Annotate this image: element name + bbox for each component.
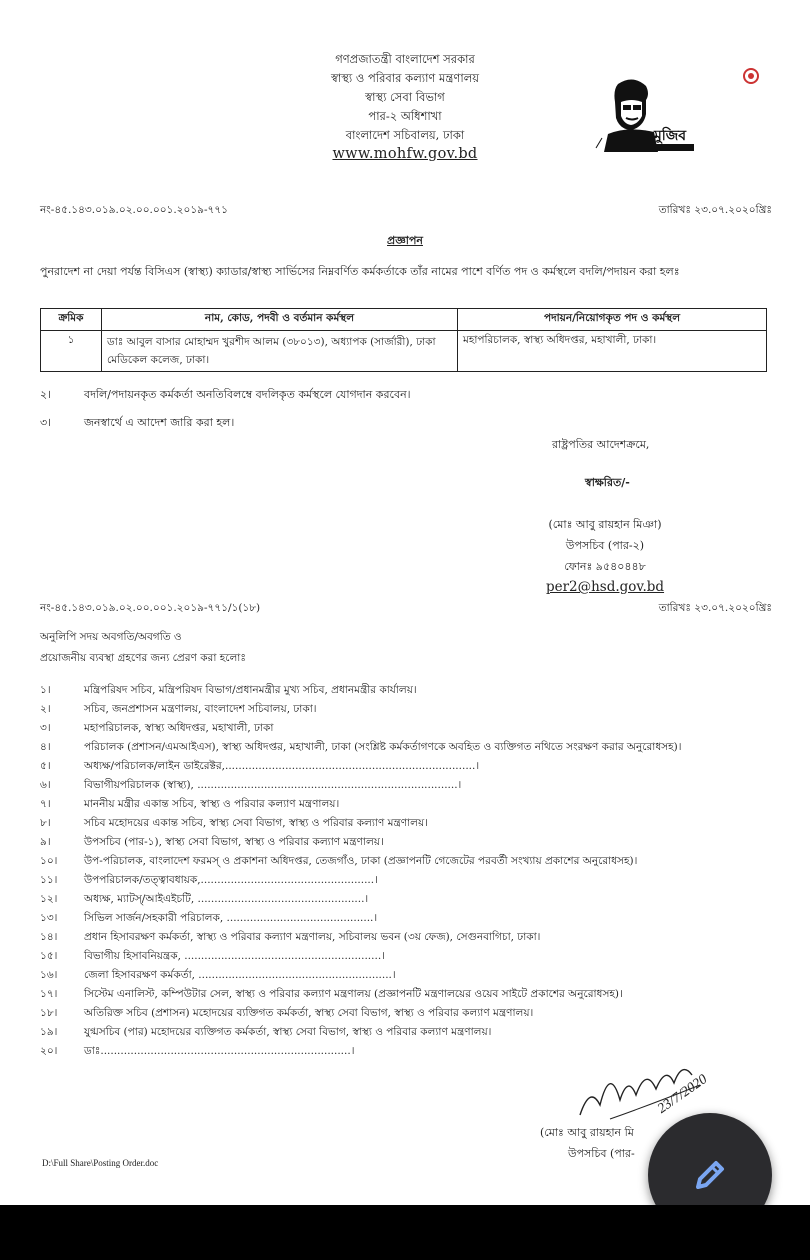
col-posting: পদায়ন/নিয়োগকৃত পদ ও কর্মস্থল <box>458 309 767 331</box>
para-3 <box>40 414 234 433</box>
list-item-text: পরিচালক (প্রশাসন/এমআইএস), স্বাস্থ্য অধিদপ্তর, মহাখালী, ঢাকা (সংশ্লিষ্ট কর্মকর্তাগণকে অবহিত ও ব্যক্তিগত নথিতে সংরক্ষণ করার অনুরোধসহ)। <box>84 741 682 753</box>
list-item-number: ৭। <box>40 798 51 810</box>
list-item <box>40 910 770 929</box>
notice-title: প্রজ্ঞাপন <box>387 234 423 247</box>
list-item <box>40 796 770 815</box>
memo-date-copy: তারিখঃ ২৩.০৭.২০২০খ্রিঃ <box>658 602 772 614</box>
signatory-name: (মোঃ আবু রায়হান মিঞা) <box>548 518 662 531</box>
list-item-text: প্রধান হিসাবরক্ষণ কর্মকর্তা, স্বাস্থ্য ও পরিবার কল্যাণ মন্ত্রণালয়, সচিবালয় ভবন (৩য় ফেজ), সেগুনবাগিচা, ঢাকা। <box>84 931 541 943</box>
list-item-number: ৩। <box>40 722 51 734</box>
list-item-text: সিস্টেম এনালিস্ট, কম্পিউটার সেল, স্বাস্থ্য ও পরিবার কল্যাণ মন্ত্রণালয় (প্রজ্ঞাপনটি মন্ত্রণালয়ের ওয়েব সাইটে প্রকাশের অনুরোধসহ)। <box>84 988 623 1000</box>
memo-number-copy: নং-৪৫.১৪৩.০১৯.০২.০০.০০১.২০১৯-৭৭১/১(১৮) <box>40 602 261 614</box>
list-item-number: ১। <box>40 684 51 696</box>
list-item <box>40 1005 770 1024</box>
signatory-block <box>520 514 690 597</box>
list-item-text: মন্ত্রিপরিষদ সচিব, মন্ত্রিপরিষদ বিভাগ/প্রধানমন্ত্রীর মুখ্য সচিব, প্রধানমন্ত্রীর কার্যালয়। <box>84 684 417 696</box>
list-item-text: অধ্যক্ষ, ম্যাটস্/আইএইচটি, ..................................................। <box>84 893 369 905</box>
handwritten-signature <box>570 1045 720 1125</box>
list-item-text: যুগ্মসচিব (পার) মহোদয়ের ব্যক্তিগত কর্মকর্তা, স্বাস্থ্য সেবা বিভাগ, স্বাস্থ্য ও পরিবার কল্যাণ মন্ত্রণালয়। <box>84 1026 492 1038</box>
handwritten-date: 23/7/2020 <box>655 1071 711 1117</box>
list-item-number: ৮। <box>40 817 51 829</box>
para-text: বদলি/পদায়নকৃত কর্মকর্তা অনতিবিলম্বে বদলিকৃত কর্মস্থলে যোগদান করবেন। <box>84 388 411 401</box>
list-item-text: অতিরিক্ত সচিব (প্রশাসন) মহোদয়ের ব্যক্তিগত কর্মকর্তা, স্বাস্থ্য সেবা বিভাগ, স্বাস্থ্য ও পরিবার কল্যাণ মন্ত্রণালয়। <box>84 1007 534 1019</box>
signatory-phone: ফোনঃ ৯৫৪০৪৪৮ <box>564 560 646 573</box>
list-item <box>40 758 770 777</box>
signed-text: স্বাক্ষরিত/- <box>585 476 630 489</box>
list-item-number: ১৯। <box>40 1026 58 1038</box>
record-indicator-icon <box>743 68 759 84</box>
list-item <box>40 967 770 986</box>
table-header-row <box>41 309 767 331</box>
para-num: ৩। <box>40 416 52 429</box>
list-item-text: অধ্যক্ষ/পরিচালক/লাইন ডাইরেক্টর,...........................................................................। <box>84 760 480 772</box>
list-item-number: ১৩। <box>40 912 58 924</box>
list-item <box>40 853 770 872</box>
signatory-designation: উপসচিব (পার-২) <box>565 539 645 552</box>
copy-list <box>40 682 770 1062</box>
posting-table <box>40 308 767 372</box>
col-serial: ক্রমিক <box>41 309 102 331</box>
signatory-2-block <box>540 1122 635 1164</box>
para-num: ২। <box>40 388 52 401</box>
list-item-number: ১১। <box>40 874 58 886</box>
pencil-edit-icon <box>690 1155 730 1195</box>
list-item-text: জেলা হিসাবরক্ষণ কর্মকর্তা, ..........................................................। <box>84 969 396 981</box>
logo-text: মুজিব <box>654 128 687 144</box>
list-item-text: মাননীয় মন্ত্রীর একান্ত সচিব, স্বাস্থ্য ও পরিবার কল্যাণ মন্ত্রণালয়। <box>84 798 340 810</box>
list-item-number: ১৪। <box>40 931 58 943</box>
list-item-number: ৬। <box>40 779 51 791</box>
list-item <box>40 777 770 796</box>
list-item <box>40 720 770 739</box>
division-name: স্বাস্থ্য সেবা বিভাগ <box>365 90 445 104</box>
list-item-text: বিভাগীয় হিসাবনিয়ন্ত্রক, ...........................................................। <box>84 950 385 962</box>
branch-name: পার-২ অধিশাখা <box>368 109 442 123</box>
navigation-bar <box>0 1205 810 1260</box>
row-posting: মহাপরিচালক, স্বাস্থ্য অধিদপ্তর, মহাখালী, ঢাকা। <box>458 331 767 372</box>
govt-name: গণপ্রজাতন্ত্রী বাংলাদেশ সরকার <box>335 52 475 66</box>
list-item <box>40 948 770 967</box>
list-item-text: বিভাগীয়পরিচালক (স্বাস্থ্য), ..............................................................................। <box>84 779 462 791</box>
list-item-text: সিভিল সার্জন/সহকারী পরিচালক, ............................................। <box>84 912 378 924</box>
list-item <box>40 872 770 891</box>
list-item-number: ২। <box>40 703 51 715</box>
para-2 <box>40 386 411 405</box>
file-path: D:\Full Share\Posting Order.doc <box>42 1158 159 1168</box>
list-item <box>40 929 770 948</box>
list-item-text: সচিব, জনপ্রশাসন মন্ত্রণালয়, বাংলাদেশ সচিবালয়, ঢাকা। <box>84 703 317 715</box>
list-item-number: ১৭। <box>40 988 58 1000</box>
row-serial: ১ <box>41 331 102 372</box>
signatory-2-designation: উপসচিব (পার- <box>568 1147 635 1160</box>
copy-intro-1: অনুলিপি সদয় অবগতি/অবগতি ও <box>40 631 182 643</box>
letterhead <box>230 50 580 164</box>
col-name: নাম, কোড, পদবী ও বর্তমান কর্মস্থল <box>102 309 458 331</box>
intro-paragraph: পুনরাদেশ না দেয়া পর্যন্ত বিসিএস (স্বাস্থ্য) ক্যাডার/স্বাস্থ্য সার্ভিসের নিম্নবর্ণিত কর্মকর্তাকে তাঁর নামের পাশে বর্ণিত পদ ও কর্মস্থলে বদলি/পদায়ন করা হলঃ <box>40 265 680 278</box>
ministry-name: স্বাস্থ্য ও পরিবার কল্যাণ মন্ত্রণালয় <box>330 71 480 85</box>
list-item <box>40 986 770 1005</box>
list-item-text: সচিব মহোদয়ের একান্ত সচিব, স্বাস্থ্য সেবা বিভাগ, স্বাস্থ্য ও পরিবার কল্যাণ মন্ত্রণালয়। <box>84 817 428 829</box>
list-item <box>40 1024 770 1043</box>
copy-intro-2: প্রয়োজনীয় ব্যবস্থা গ্রহণের জন্য প্রেরণ করা হলোঃ <box>40 652 246 664</box>
list-item <box>40 701 770 720</box>
list-item-number: ৯। <box>40 836 51 848</box>
memo-number: নং-৪৫.১৪৩.০১৯.০২.০০.০০১.২০১৯-৭৭১ <box>40 204 228 216</box>
list-item-number: ১০। <box>40 855 58 867</box>
list-item <box>40 739 770 758</box>
row-name: ডাঃ আবুল বাসার মোহাম্মদ খুরশীদ আলম (৩৮০১৩), অধ্যাপক (সার্জারী), ঢাকা মেডিকেল কলেজ, ঢাকা। <box>102 331 458 372</box>
list-item-text: উপ-পরিচালক, বাংলাদেশ ফরমস্ ও প্রকাশনা অধিদপ্তর, তেজগাঁও, ঢাকা (প্রজ্ঞাপনটি গেজেটের পরবর্তী সংখ্যায় প্রকাশের অনুরোধসহ)। <box>84 855 638 867</box>
list-item-number: ২০। <box>40 1045 58 1057</box>
list-item-text: মহাপরিচালক, স্বাস্থ্য অধিদপ্তর, মহাখালী, ঢাকা <box>84 722 274 734</box>
list-item-text: উপপরিচালক/তত্ত্বাবধায়ক,....................................................। <box>84 874 378 886</box>
list-item-number: ১৮। <box>40 1007 58 1019</box>
signatory-2-name: (মোঃ আবু রায়হান মি <box>540 1126 634 1139</box>
website-link[interactable]: www.mohfw.gov.bd <box>332 146 478 162</box>
list-item-number: ১৬। <box>40 969 58 981</box>
list-item-text: ডাঃ...........................................................................। <box>84 1045 355 1057</box>
table-row <box>41 331 767 372</box>
order-by: রাষ্ট্রপতির আদেশক্রমে, <box>552 438 650 451</box>
list-item-number: ১৫। <box>40 950 58 962</box>
list-item-text: উপসচিব (পার-১), স্বাস্থ্য সেবা বিভাগ, স্বাস্থ্য ও পরিবার কল্যাণ মন্ত্রণালয়। <box>84 836 384 848</box>
memo-date: তারিখঃ ২৩.০৭.২০২০খ্রিঃ <box>658 204 772 216</box>
mujib-borsho-logo <box>588 74 708 154</box>
list-item-number: ১২। <box>40 893 58 905</box>
para-text: জনস্বার্থে এ আদেশ জারি করা হল। <box>84 416 235 429</box>
signatory-email[interactable]: per2@hsd.gov.bd <box>545 579 665 595</box>
list-item <box>40 682 770 701</box>
list-item <box>40 815 770 834</box>
list-item-number: ৫। <box>40 760 51 772</box>
office-address: বাংলাদেশ সচিবালয়, ঢাকা <box>345 128 465 142</box>
list-item <box>40 834 770 853</box>
list-item-number: ৪। <box>40 741 51 753</box>
list-item <box>40 891 770 910</box>
